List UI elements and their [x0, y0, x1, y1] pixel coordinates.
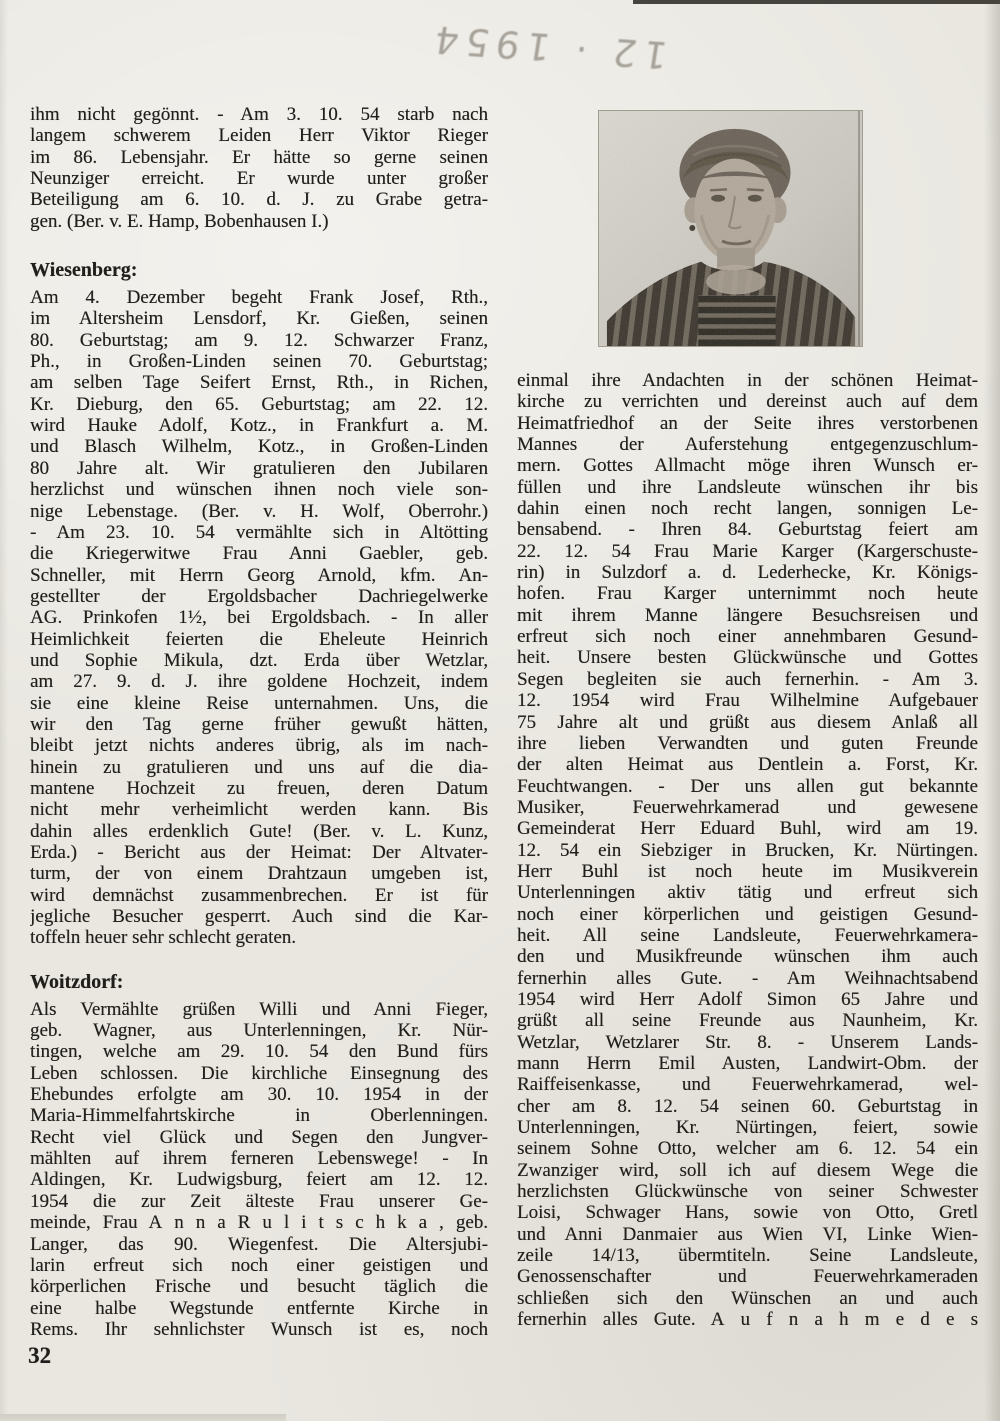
- text-line: schließen sich den Wünschen an und auch: [517, 1287, 978, 1309]
- text-line: larin erfreut sich noch einer geistigen und: [30, 1254, 488, 1276]
- text-line: Ph., in Großen-Linden seinen 70. Geburtstag;: [30, 351, 488, 373]
- text-line: gestellter der Ergoldsbacher Dachriegelwerke: [30, 585, 488, 607]
- text-line: Schneller, mit Herrn Georg Arnold, kfm. An-: [30, 564, 488, 586]
- text-line: 80 Jahre alt. Wir gratulieren den Jubilaren: [30, 457, 488, 479]
- text-line: turm, der von einem Drahtzaun umgeben ist,: [30, 863, 488, 885]
- text-line: Feuchtwangen. - Der uns allen gut bekannte: [517, 775, 978, 797]
- text-line: Unterlenningen aktiv tätig und erfreut sich: [517, 882, 978, 904]
- text-line: fernerhin alles Gute. A u f n a h m e d e s: [517, 1309, 978, 1331]
- text-line: Mannes der Auferstehung entgegenzuschlum-: [517, 434, 978, 456]
- text-line: zeile 14/13, übermtiteln. Seine Landsleute,: [517, 1245, 978, 1267]
- text-line: 12. 54 ein Siebziger in Brucken, Kr. Nürtingen.: [517, 839, 978, 861]
- text-line: 75 Jahre alt und grüßt aus diesem Anlaß all: [517, 711, 978, 733]
- text-line: Kr. Dieburg, den 65. Geburtstag; am 22. 12.: [30, 393, 488, 415]
- text-line: seinem Sohne Otto, welcher am 6. 12. 54 ein: [517, 1138, 978, 1160]
- paragraph-woitzdorf: [30, 999, 488, 1341]
- text-line: Zwanziger wird, soll ich auf diesem Wege die: [517, 1159, 978, 1181]
- text-line: Loisi, Schwager Hans, sowie von Otto, Gretl: [517, 1202, 978, 1224]
- text-line: kirche zu verrichten und dereinst auch auf dem: [517, 391, 978, 413]
- paragraph-viktor-rieger: [30, 104, 488, 232]
- text-line: Am 4. Dezember begeht Frank Josef, Rth.,: [30, 287, 488, 309]
- text-line: ihm nicht gegönnt. - Am 3. 10. 54 starb nach: [30, 104, 488, 125]
- text-line: und Blasch Wilhelm, Kotz., in Großen-Linden: [30, 436, 488, 458]
- text-line: langem schwerem Leiden Herr Viktor Rieger: [30, 125, 488, 147]
- scan-edge-artifact-top: [633, 0, 1000, 4]
- text-line: Leben schlossen. Die kirchliche Einsegnung des: [30, 1062, 488, 1084]
- text-line: 22. 12. 54 Frau Marie Karger (Kargerschuste-: [517, 540, 978, 562]
- text-line: ihre lieben Verwandten und guten Freunde: [517, 732, 978, 754]
- text-line: Heimlichkeit feierten die Eheleute Heinrich: [30, 628, 488, 650]
- text-line: Beteiligung am 6. 10. d. J. zu Grabe getra-: [30, 189, 488, 211]
- text-line: Genossenschafter und Feuerwehrkameraden: [517, 1266, 978, 1288]
- text-line: hinein zu gratulieren und uns auf die dia-: [30, 756, 488, 778]
- text-line: Wetzlar, Wetzlarer Str. 8. - Unserem Lands-: [517, 1031, 978, 1053]
- text-line: heit. All seine Landsleute, Feuerwehrkamera-: [517, 924, 978, 946]
- text-line: Erda.) - Bericht aus der Heimat: Der Altvater-: [30, 842, 488, 863]
- text-line: Raiffeisenkasse, und Feuerwehrkamerad, wel-: [517, 1074, 978, 1096]
- text-line: meinde, Frau A n n a R u l i t s c h k a , geb.: [30, 1212, 488, 1234]
- paragraph-right-column: [517, 370, 978, 1330]
- text-line: Herr Buhl ist noch heute im Musikverein: [517, 860, 978, 882]
- section-heading-wiesenberg: Wiesenberg:: [30, 259, 138, 282]
- text-line: cher am 8. 12. 54 seinen 60. Geburtstag in: [517, 1095, 978, 1117]
- text-line: dahin einen noch recht langen, sonnigen Le-: [517, 498, 978, 520]
- text-line: herzlichst und wünschen ihnen noch viele son-: [30, 479, 488, 501]
- text-line: Segen begleiten sie auch fernerhin. - Am 3.: [517, 668, 978, 690]
- text-line: mählten auf ihrem ferneren Lebenswege! - In: [30, 1148, 488, 1170]
- text-line: mit ihrem Manne längere Besuchsreisen und: [517, 604, 978, 626]
- text-line: Neunziger erreicht. Er wurde unter großer: [30, 168, 488, 190]
- text-line: körperlichen Frische und besucht täglich die: [30, 1276, 488, 1298]
- scan-edge-artifact-bottom: [0, 1414, 286, 1421]
- portrait-photo-graphic: [599, 111, 862, 346]
- text-line: wird demnächst zusammenbrechen. Er ist für: [30, 884, 488, 906]
- text-line: im Altersheim Lensdorf, Kr. Gießen, seinen: [30, 308, 488, 330]
- text-line: hofen. Frau Karger unternimmt noch heute: [517, 583, 978, 605]
- text-line: Maria-Himmelfahrtskirche in Oberlenningen.: [30, 1105, 488, 1127]
- text-line: rin) in Sulzdorf a. d. Lederhecke, Kr. Königs-: [517, 562, 978, 584]
- text-line: gen. (Ber. v. E. Hamp, Bobenhausen I.): [30, 210, 329, 232]
- text-line: Langer, das 90. Wiegenfest. Die Altersjubi-: [30, 1233, 488, 1255]
- text-line: 1954 die zur Zeit älteste Frau unserer Ge-: [30, 1190, 488, 1212]
- text-line: den und Musikfreunde wünschen ihm auch: [517, 946, 978, 968]
- text-line: mantene Hochzeit zu freuen, deren Datum: [30, 777, 488, 799]
- text-line: sie eine kleine Reise unternahmen. Uns, die: [30, 692, 488, 714]
- text-line: bensabend. - Ihren 84. Geburtstag feiert am: [517, 519, 978, 541]
- portrait-photo: [598, 110, 863, 347]
- right-column: [517, 370, 978, 1330]
- text-line: nicht mehr verheimlicht werden kann. Bis: [30, 799, 488, 821]
- text-line: die Kriegerwitwe Frau Anni Gaebler, geb.: [30, 543, 488, 565]
- text-line: AG. Prinkofen 1½, bei Ergoldsbach. - In aller: [30, 607, 488, 629]
- text-line: Heimatfriedhof an der Seite ihres verstorbenen: [517, 412, 978, 434]
- text-line: noch einer körperlichen und geistigen Gesund-: [517, 903, 978, 925]
- text-line: bleibt jetzt nichts anderes übrig, als im nach-: [30, 735, 488, 757]
- left-column: [30, 104, 488, 1340]
- text-line: herzlichsten Glückwünsche von seiner Schwester: [517, 1181, 978, 1203]
- text-line: Aldingen, Kr. Ludwigsburg, feiert am 12. 12.: [30, 1169, 488, 1191]
- text-line: fernerhin alles Gute. - Am Weihnachtsabend: [517, 967, 978, 989]
- text-line: Ehebundes erfolgte am 30. 10. 1954 in der: [30, 1084, 488, 1106]
- text-line: einmal ihre Andachten in der schönen Heimat-: [517, 370, 978, 391]
- text-line: am 27. 9. d. J. ihre goldene Hochzeit, indem: [30, 671, 488, 693]
- text-line: mann Herrn Emil Austen, Landwirt-Obm. der: [517, 1053, 978, 1074]
- handwritten-date-annotation: 12 · 1954: [424, 16, 671, 77]
- text-line: Rems. Ihr sehnlichster Wunsch ist es, noch: [30, 1318, 488, 1340]
- section-heading-woitzdorf: Woitzdorf:: [30, 970, 124, 993]
- text-line: 80. Geburtstag; am 9. 12. Schwarzer Franz,: [30, 329, 488, 351]
- text-line: nige Lebenstage. (Ber. v. H. Wolf, Oberrohr.): [30, 500, 488, 522]
- text-line: am selben Tage Seifert Ernst, Rth., in Richen,: [30, 372, 488, 394]
- text-line: Gemeinderat Herr Eduard Buhl, wird am 19.: [517, 818, 978, 840]
- text-line: mern. Gottes Allmacht möge ihren Wunsch er-: [517, 455, 978, 477]
- page-number: 32: [28, 1343, 51, 1368]
- paragraph-wiesenberg: [30, 287, 488, 949]
- text-line: der alten Heimat aus Dentlein a. Forst, Kr.: [517, 754, 978, 776]
- text-line: Als Vermählte grüßen Willi und Anni Fieger,: [30, 998, 488, 1020]
- text-line: erfreut sich noch einer annehmbaren Gesund-: [517, 626, 978, 648]
- text-line: jegliche Besucher gesperrt. Auch sind die Kar-: [30, 906, 488, 928]
- page-edge-shadow-right: [984, 0, 1000, 1421]
- text-line: grüßt all seine Freunde aus Naunheim, Kr.: [517, 1010, 978, 1032]
- text-line: eine halbe Wegstunde entfernte Kirche in: [30, 1297, 488, 1319]
- text-line: tingen, welche am 29. 10. 54 den Bund fürs: [30, 1041, 488, 1063]
- text-line: toffeln heuer sehr schlecht geraten.: [30, 927, 297, 949]
- text-line: und Sophie Mikula, dzt. Erda über Wetzlar,: [30, 649, 488, 671]
- text-line: 1954 wird Herr Adolf Simon 65 Jahre und: [517, 988, 978, 1010]
- text-line: im 86. Lebensjahr. Er hätte so gerne seinen: [30, 146, 488, 168]
- text-line: dahin alles erdenklich Gute! (Ber. v. L. Kunz,: [30, 820, 488, 842]
- text-line: Musiker, Feuerwehrkamerad und gewesene: [517, 796, 978, 818]
- text-line: füllen und ihre Landsleute wünschen ihr bis: [517, 476, 978, 498]
- text-line: Unterlenningen, Kr. Nürtingen, feiert, sowie: [517, 1117, 978, 1139]
- text-line: geb. Wagner, aus Unterlenningen, Kr. Nür-: [30, 1020, 488, 1042]
- text-line: und Anni Danmaier aus Wien VI, Linke Wien-: [517, 1223, 978, 1245]
- text-line: wird Hauke Adolf, Kotz., in Frankfurt a. M.: [30, 415, 488, 437]
- text-line: 12. 1954 wird Frau Wilhelmine Aufgebauer: [517, 690, 978, 712]
- text-line: - Am 23. 10. 54 vermählte sich in Altötting: [30, 521, 488, 543]
- text-line: Recht viel Glück und Segen den Jungver-: [30, 1126, 488, 1148]
- text-line: wir den Tag gerne früher gewußt hätten,: [30, 713, 488, 735]
- text-line: heit. Unsere besten Glückwünsche und Gottes: [517, 647, 978, 669]
- page-edge-shadow-left: [0, 0, 8, 1421]
